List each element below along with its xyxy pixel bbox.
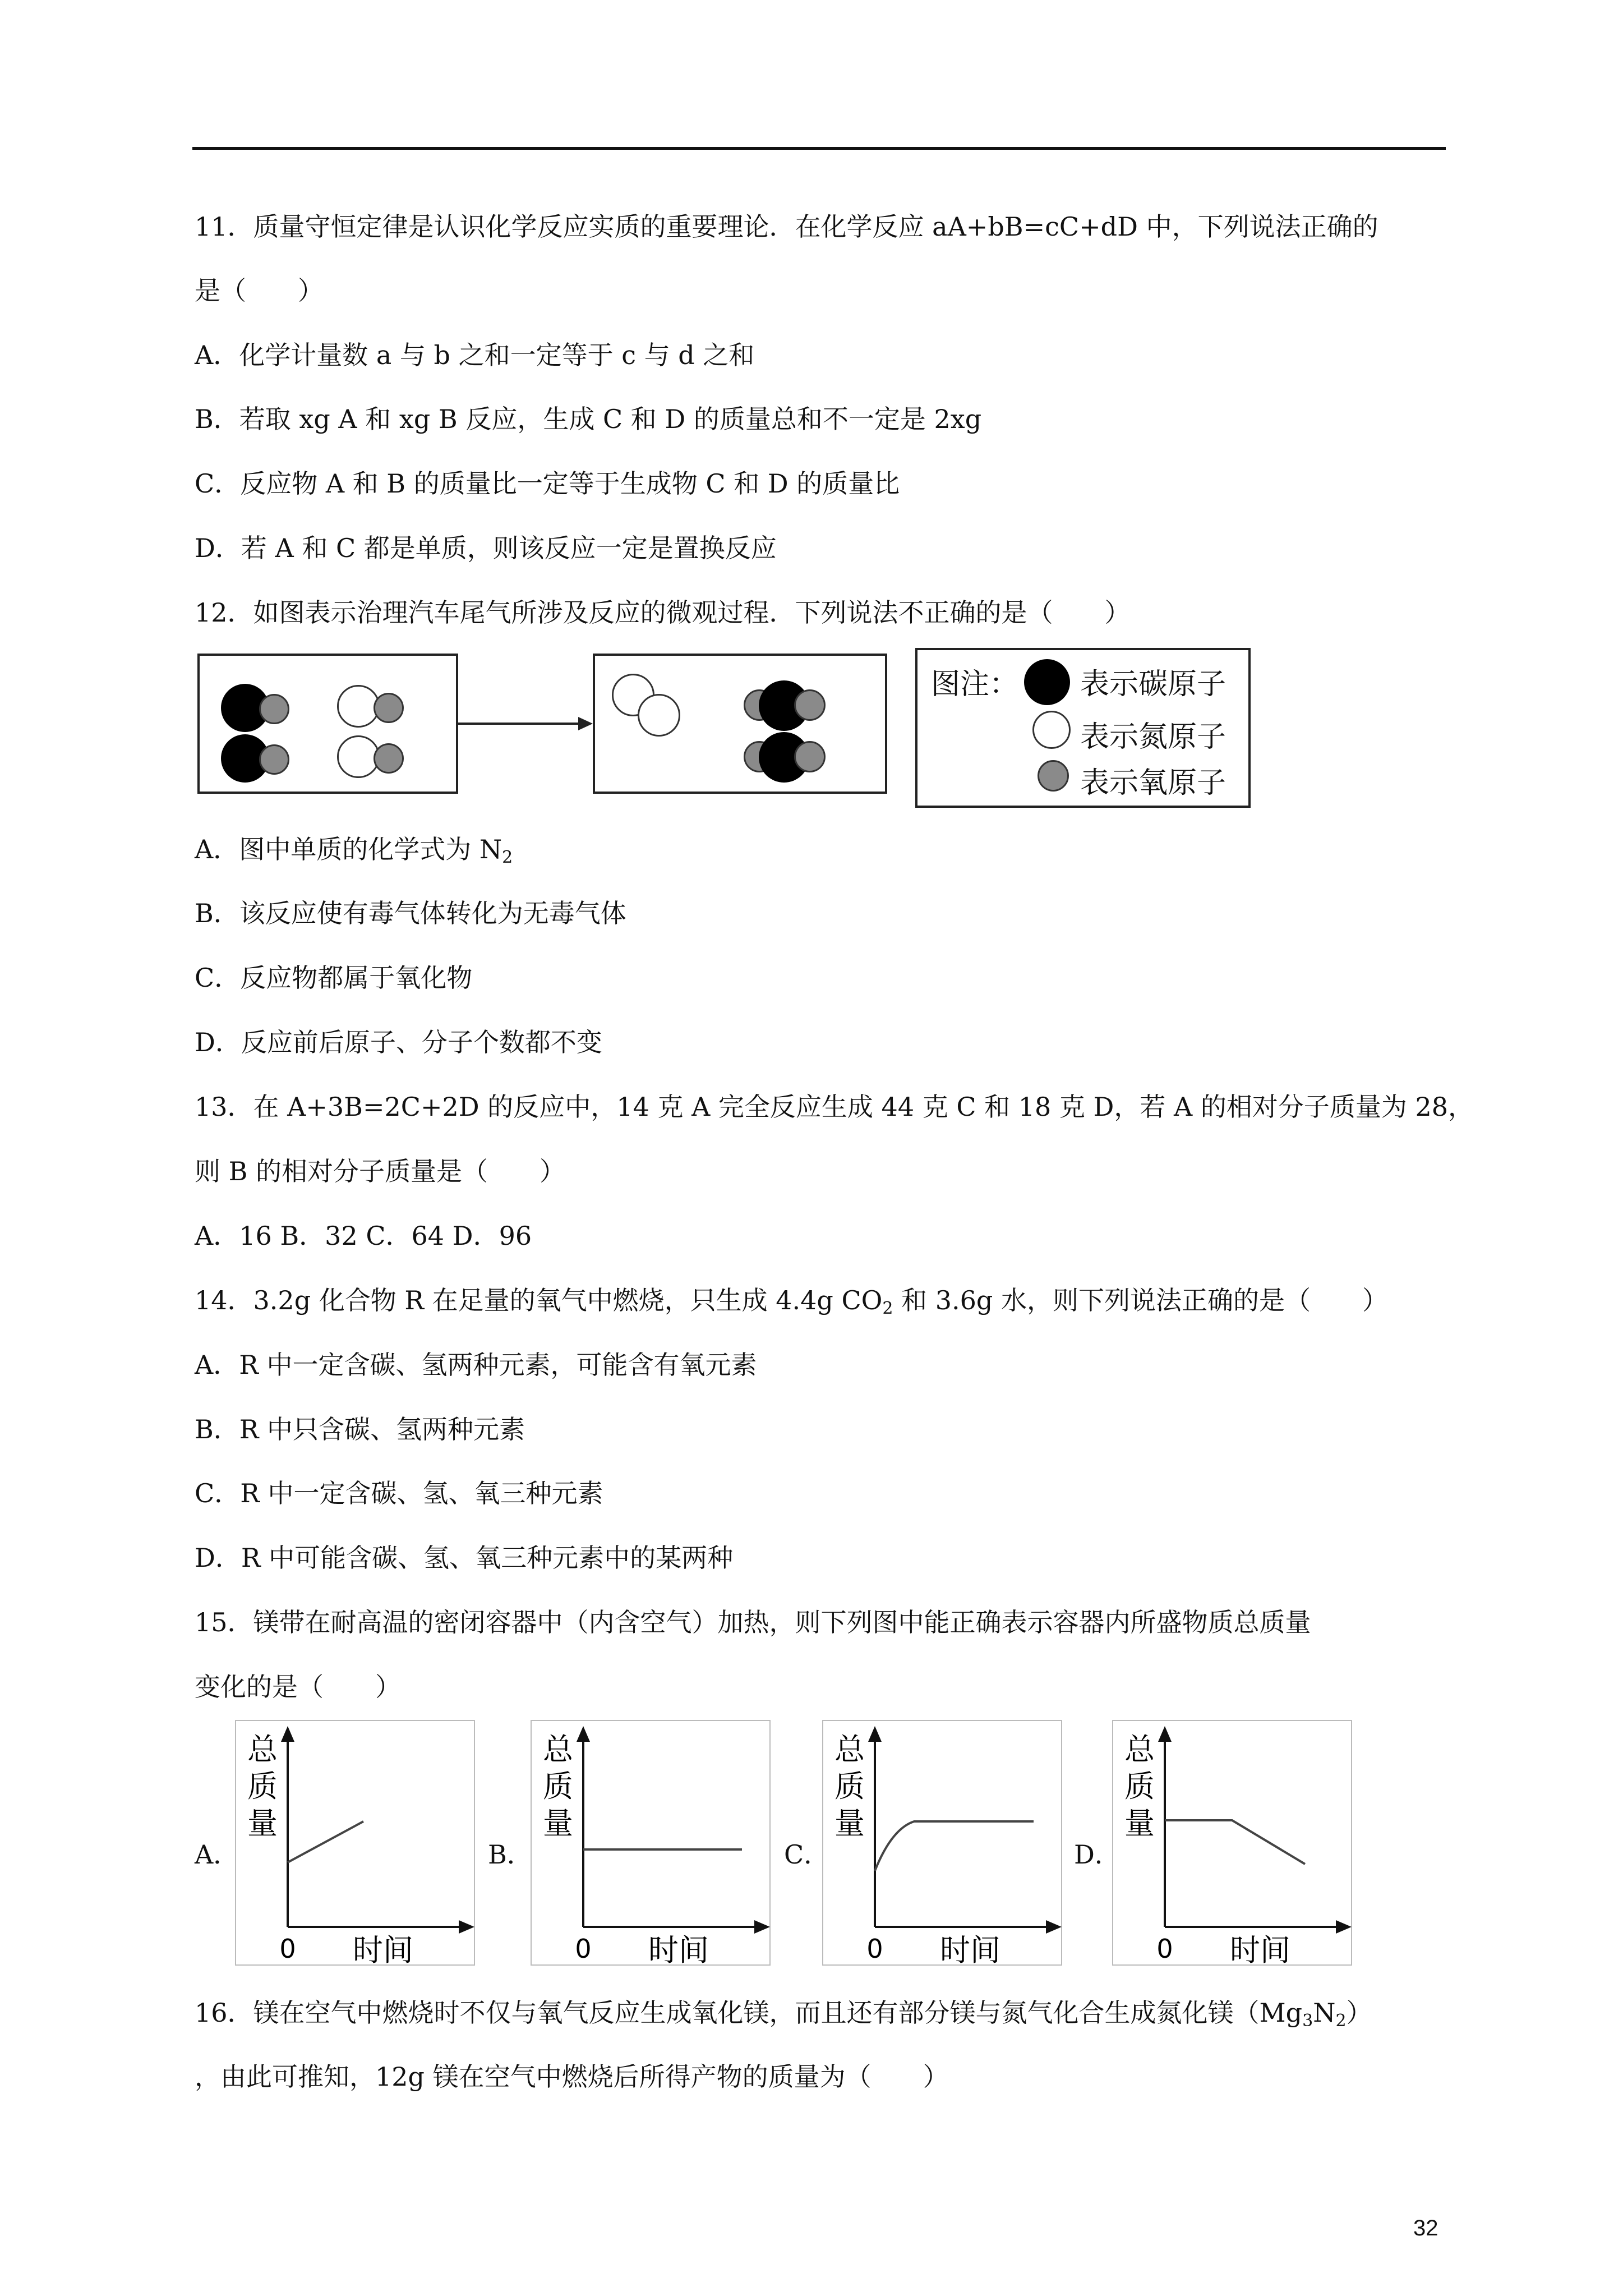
svg-text:0: 0	[279, 1934, 296, 1964]
svg-text:时间: 时间	[940, 1932, 1000, 1966]
svg-text:量: 量	[1124, 1806, 1155, 1841]
graph-a	[234, 1719, 476, 1966]
oxygen-atom	[794, 689, 826, 721]
legend-box	[915, 648, 1251, 808]
q12-option-b: B．该反应使有毒气体转化为无毒气体	[195, 898, 626, 928]
graph-d	[1112, 1719, 1353, 1966]
graph-c	[822, 1719, 1063, 1966]
svg-text:量: 量	[247, 1806, 278, 1841]
q11-option-c: C．反应物 A 和 B 的质量比一定等于生成物 C 和 D 的质量比	[195, 468, 900, 499]
svg-text:0: 0	[1156, 1934, 1173, 1964]
q11-option-b: B．若取 xg A 和 xg B 反应，生成 C 和 D 的质量总和不一定是 2xg	[195, 404, 982, 434]
q14-option-b: B．R 中只含碳、氢两种元素	[195, 1414, 525, 1444]
page-number: 32	[1413, 2216, 1438, 2240]
nitrogen-legend-icon	[1032, 711, 1071, 749]
q13-options: A．16 B．32 C．64 D．96	[195, 1221, 532, 1251]
legend-title: 图注：	[931, 668, 1019, 701]
q11-stem-line2: 是（ ）	[195, 275, 324, 306]
svg-text:时间: 时间	[648, 1932, 709, 1966]
reaction-arrow	[458, 712, 593, 735]
q15-stem-line1: 15．镁带在耐高温的密闭容器中（内含空气）加热，则下列图中能正确表示容器内所盛物质总质量	[195, 1607, 1311, 1637]
oxygen-atom	[374, 743, 404, 774]
graph-c-curve	[875, 1821, 1034, 1871]
svg-text:0: 0	[866, 1934, 883, 1964]
graph-d-curve	[1165, 1820, 1305, 1864]
svg-text:质: 质	[247, 1769, 278, 1804]
header-rule	[192, 147, 1446, 150]
legend-nitrogen: 表示氮原子	[1080, 720, 1227, 754]
svg-text:总: 总	[834, 1732, 865, 1767]
q14-option-c: C．R 中一定含碳、氢、氧三种元素	[195, 1478, 603, 1508]
legend-carbon: 表示碳原子	[1080, 668, 1227, 701]
legend-oxygen: 表示氧原子	[1080, 766, 1227, 800]
graph-b-label: B．	[488, 1839, 533, 1870]
svg-text:量: 量	[543, 1806, 573, 1841]
q13-stem-line2: 则 B 的相对分子质量是（ ）	[195, 1156, 566, 1186]
svg-text:总: 总	[543, 1732, 573, 1767]
oxygen-atom	[374, 693, 404, 723]
svg-text:总: 总	[1124, 1732, 1155, 1767]
graph-d-label: D．	[1074, 1839, 1121, 1870]
q15-stem-line2: 变化的是（ ）	[195, 1672, 401, 1702]
q11-option-d: D．若 A 和 C 都是单质，则该反应一定是置换反应	[195, 533, 777, 563]
oxygen-atom	[794, 741, 826, 772]
svg-text:量: 量	[834, 1806, 865, 1841]
q14-option-a: A．R 中一定含碳、氢两种元素，可能含有氧元素	[195, 1350, 757, 1380]
q12-option-c: C．反应物都属于氧化物	[195, 963, 473, 993]
q14-stem: 14．3.2g 化合物 R 在足量的氧气中燃烧，只生成 4.4g $CO_2$ 和 3.6g 水，则下列说法正确的是（ ）	[195, 1285, 1388, 1318]
svg-text:质: 质	[1124, 1769, 1155, 1804]
graph-a-label: A．	[195, 1839, 239, 1870]
svg-text:总: 总	[247, 1732, 278, 1767]
q12-stem: 12．如图表示治理汽车尾气所涉及反应的微观过程．下列说法不正确的是（ ）	[195, 597, 1131, 628]
svg-text:时间: 时间	[353, 1932, 413, 1966]
graph-c-label: C．	[784, 1839, 830, 1870]
graph-a-curve	[288, 1821, 363, 1862]
svg-text:时间: 时间	[1230, 1932, 1290, 1966]
q13-stem-line1: 13．在 A+3B=2C+2D 的反应中，14 克 A 完全反应生成 44 克 C 和 18 克 D，若 A 的相对分子质量为 28，	[195, 1092, 1474, 1122]
q16-stem-line2: ，由此可推知，12g 镁在空气中燃烧后所得产物的质量为（ ）	[195, 2062, 949, 2092]
oxygen-atom	[259, 744, 289, 775]
q16-stem-line1: 16．镁在空气中燃烧时不仅与氧气反应生成氧化镁，而且还有部分镁与氮气化合生成氮化镁$(Mg_3N_2)$	[195, 1998, 1372, 2031]
q11-option-a: A．化学计量数 a 与 b 之和一定等于 c 与 d 之和	[195, 340, 755, 370]
nitrogen-atom	[638, 694, 680, 737]
oxygen-atom	[259, 694, 289, 724]
q12-option-d: D．反应前后原子、分子个数都不变	[195, 1027, 602, 1057]
carbon-legend-icon	[1024, 659, 1070, 705]
oxygen-legend-icon	[1038, 760, 1069, 792]
q14-option-d: D．R 中可能含碳、氢、氧三种元素中的某两种	[195, 1543, 734, 1573]
svg-text:质: 质	[834, 1769, 865, 1804]
q12-option-a: A．图中单质的化学式为 $N_2$	[195, 834, 513, 867]
products-box	[593, 654, 887, 794]
q11-stem-line1: 11．质量守恒定律是认识化学反应实质的重要理论．在化学反应 aA+bB=cC+dD 中，下列说法正确的	[195, 211, 1378, 242]
reactants-box	[197, 654, 458, 794]
svg-text:0: 0	[575, 1934, 592, 1964]
graph-b	[530, 1719, 771, 1966]
svg-text:质: 质	[543, 1769, 573, 1804]
